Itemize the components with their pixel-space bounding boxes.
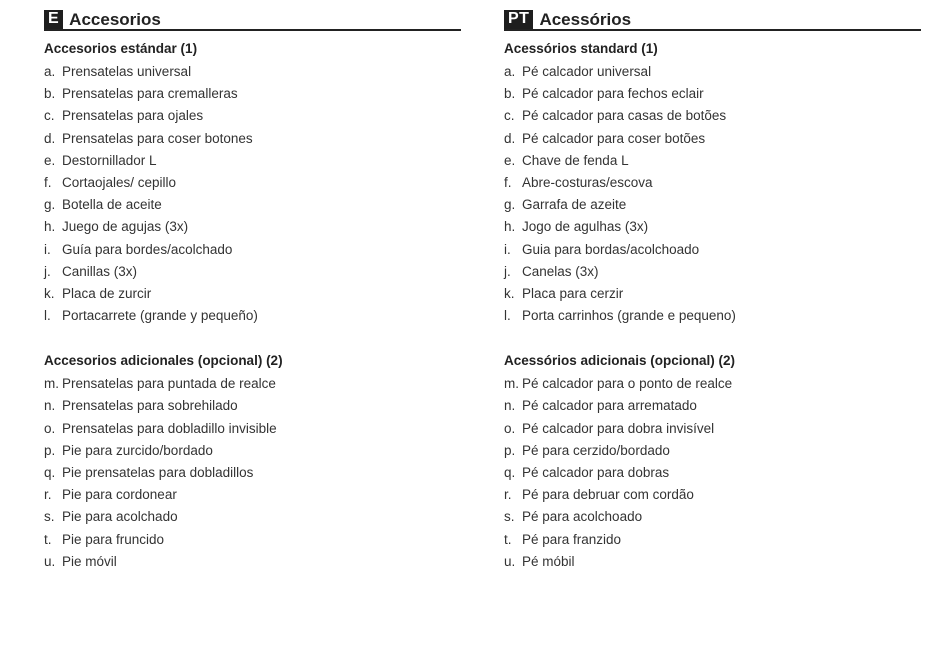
list-item [44,440,461,462]
portuguese-optional-heading: Acessórios adicionais (opcional) (2) [504,353,736,369]
item-letter: r. [504,487,512,503]
list-item [504,418,921,440]
item-letter: c. [44,108,55,124]
item-text: Canillas (3x) [62,263,138,279]
spanish-title: Accesorios [69,10,161,29]
item-letter: a. [44,64,56,79]
item-text: Pie prensatelas para dobladillos [62,465,254,480]
item-letter: g. [504,197,516,213]
item-text: Jogo de agulhas (3x) [522,219,649,235]
item-letter: f. [44,174,52,190]
item-letter: f. [504,174,512,190]
item-letter: d. [44,130,56,146]
item-letter: j. [504,263,511,279]
item-letter: b. [504,86,516,102]
list-item [504,105,921,127]
list-item [504,462,921,484]
item-letter: s. [504,509,515,525]
item-letter: l. [504,308,511,324]
item-text: Prensatelas para puntada de realce [62,376,276,392]
item-text: Abre-costuras/escova [522,174,653,190]
list-item [44,395,461,417]
item-letter: l. [44,308,51,324]
item-letter: o. [504,420,516,436]
item-text: Pie para acolchado [62,509,178,525]
item-letter: i. [504,241,511,257]
item-text: Pé móbil [522,553,575,569]
item-letter: t. [44,531,52,547]
item-text: Prensatelas para sobrehilado [62,398,238,414]
spanish-optional-list [44,373,461,573]
item-text: Canelas (3x) [522,263,599,279]
spanish-column [44,9,461,573]
item-text: Portacarrete (grande y pequeño) [62,308,258,324]
item-text: Pé calcador universal [522,64,652,79]
item-text: Prensatelas universal [62,64,192,79]
item-letter: h. [504,219,516,235]
item-text: Chave de fenda L [522,152,629,168]
item-text: Prensatelas para ojales [62,108,204,124]
item-letter: j. [44,263,51,279]
item-text: Pé calcador para arrematado [522,398,697,414]
list-item [44,216,461,238]
item-letter: q. [44,465,56,480]
spanish-standard-heading: Accesorios estándar (1) [44,41,198,56]
list-item [44,506,461,528]
item-text: Placa para cerzir [522,285,624,301]
item-text: Botella de aceite [62,197,162,213]
item-text: Cortaojales/ cepillo [62,174,177,190]
item-letter: m. [44,376,59,392]
item-text: Pé calcador para dobra invisível [522,420,715,436]
item-letter: s. [44,509,55,525]
item-letter: m. [504,376,519,392]
list-item [504,373,921,395]
list-item [44,283,461,305]
item-letter: k. [44,285,55,301]
list-item [504,128,921,150]
item-letter: d. [504,130,516,146]
list-item [504,239,921,261]
item-letter: p. [504,442,516,458]
item-letter: g. [44,197,56,213]
portuguese-optional-list [504,373,921,573]
portuguese-column [504,9,921,573]
item-text: Pé calcador para casas de botões [522,108,727,124]
item-text: Pé calcador para fechos eclair [522,86,704,102]
list-item [44,61,461,83]
item-letter: u. [44,553,56,569]
item-text: Prensatelas para coser botones [62,130,253,146]
list-item [504,150,921,172]
list-item [44,551,461,573]
language-badge-pt: PT [504,10,533,29]
item-text: Guia para bordas/acolchoado [522,241,700,257]
item-letter: b. [44,86,56,102]
list-item [44,305,461,327]
item-text: Pie para fruncido [62,531,165,547]
list-item [44,261,461,283]
list-item [504,305,921,327]
item-text: Pie para zurcido/bordado [62,442,213,458]
item-letter: h. [44,219,56,235]
list-item [504,551,921,573]
item-letter: t. [504,531,512,547]
item-letter: i. [44,241,51,257]
item-letter: q. [504,465,516,480]
item-text: Pé para cerzido/bordado [522,442,670,458]
spanish-optional-heading: Accesorios adicionales (opcional) (2) [44,353,283,369]
list-item [504,83,921,105]
language-badge-es: E [44,10,63,29]
list-item [44,83,461,105]
list-item [44,373,461,395]
item-letter: o. [44,420,56,436]
item-text: Pie móvil [62,553,117,569]
item-text: Prensatelas para dobladillo invisible [62,420,277,436]
list-item [44,239,461,261]
list-item [44,462,461,484]
spanish-header [44,9,461,31]
portuguese-header [504,9,921,31]
list-item [504,216,921,238]
list-item [44,418,461,440]
item-text: Pé para acolchoado [522,509,643,525]
item-letter: n. [44,398,56,414]
item-text: Pé calcador para o ponto de realce [522,376,733,392]
item-letter: e. [504,152,516,168]
item-text: Guía para bordes/acolchado [62,241,233,257]
list-item [44,172,461,194]
list-item [504,440,921,462]
item-text: Prensatelas para cremalleras [62,86,238,102]
list-item [44,529,461,551]
list-item [44,128,461,150]
item-letter: u. [504,553,516,569]
item-text: Placa de zurcir [62,285,152,301]
item-letter: k. [504,285,515,301]
item-text: Pé para franzido [522,531,622,547]
item-text: Pie para cordonear [62,487,177,503]
list-item [44,150,461,172]
item-text: Pé calcador para dobras [522,465,670,480]
spanish-standard-list [44,61,461,327]
item-text: Destornillador L [62,152,157,168]
list-item [44,105,461,127]
portuguese-standard-heading: Acessórios standard (1) [504,41,658,56]
item-letter: n. [504,398,516,414]
list-item [504,506,921,528]
item-letter: c. [504,108,515,124]
list-item [504,172,921,194]
item-letter: e. [44,152,56,168]
list-item [504,261,921,283]
item-letter: a. [504,64,516,79]
list-item [44,194,461,216]
list-item [504,283,921,305]
list-item [504,395,921,417]
item-text: Garrafa de azeite [522,197,627,213]
portuguese-standard-list [504,61,921,327]
list-item [504,529,921,551]
list-item [44,484,461,506]
item-letter: p. [44,442,56,458]
item-text: Pé para debruar com cordão [522,487,694,503]
item-letter: r. [44,487,52,503]
list-item [504,484,921,506]
item-text: Porta carrinhos (grande e pequeno) [522,308,736,324]
list-item [504,194,921,216]
portuguese-title: Acessórios [539,10,632,29]
item-text: Pé calcador para coser botões [522,130,706,146]
item-text: Juego de agujas (3x) [62,219,189,235]
list-item [504,61,921,83]
